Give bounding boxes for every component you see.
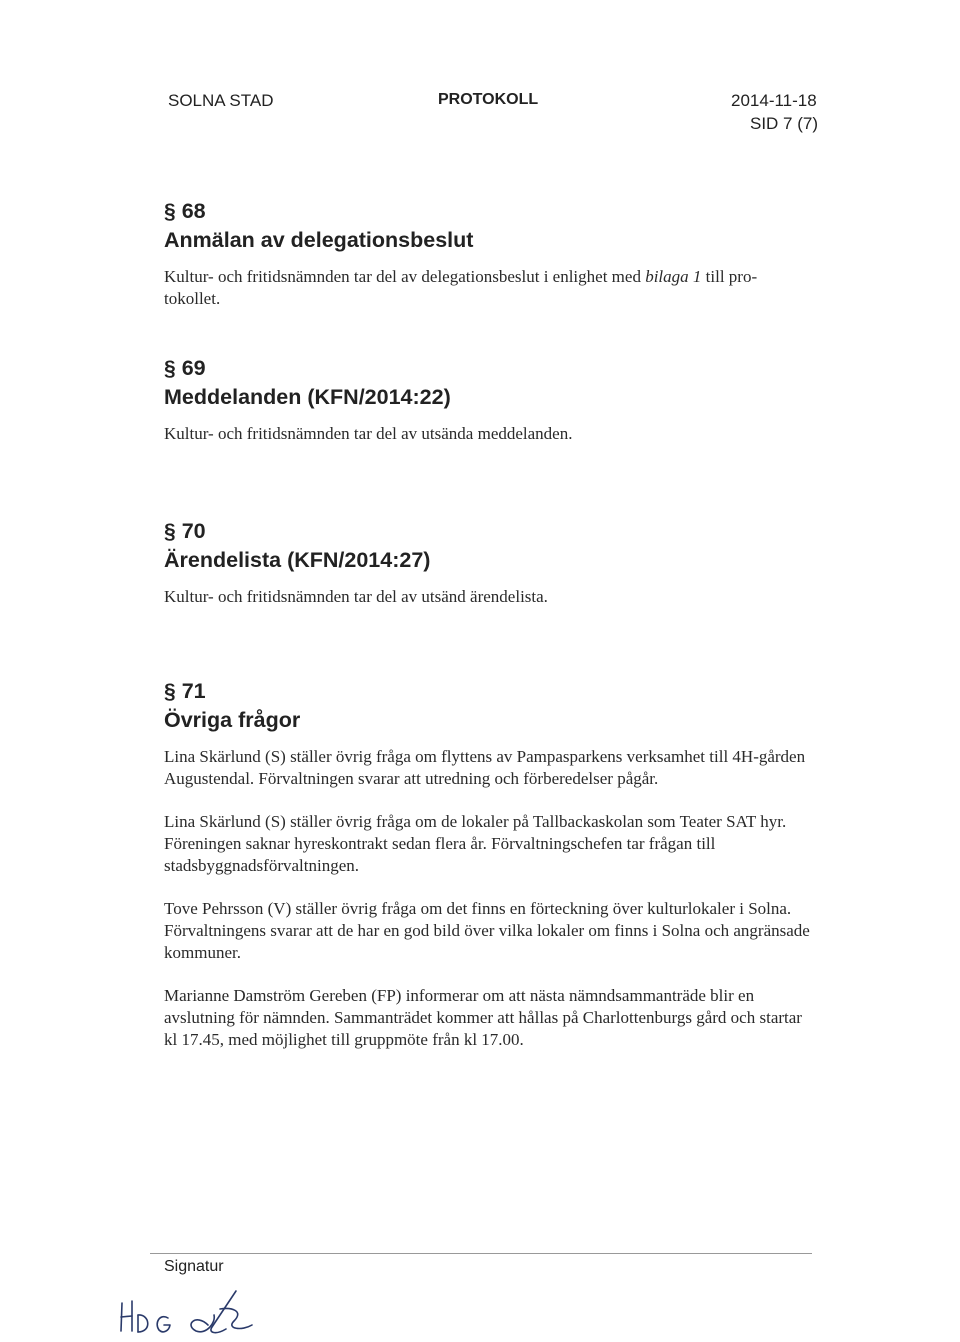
attachment-reference: bilaga 1: [645, 267, 702, 286]
signature-label: Signatur: [164, 1258, 224, 1275]
section-69: [164, 354, 814, 445]
section-paragraph: Kultur- och fritidsnämnden tar del av utsända meddelanden.: [164, 424, 573, 443]
header-document-type: PROTOKOLL: [438, 91, 539, 108]
section-70: [164, 517, 814, 608]
section-title: Övriga frågor: [164, 708, 301, 732]
header-page-number: SID 7 (7): [750, 114, 819, 133]
section-paragraph: Lina Skärlund (S) ställer övrig fråga om flyttens av Pampasparkens verksamhet till 4H-gården Augustendal. Förvaltningen svarar att utredning och förberedelser pågår.: [164, 747, 806, 788]
section-number: [164, 197, 814, 226]
section-symbol: §: [164, 200, 176, 223]
section-paragraph: Marianne Damström Gereben (FP) informerar om att nästa nämndsammanträde blir en avslutning för nämnden. Sammanträdet kommer att hållas på Charlottenburgs gård och startar kl 17.45, med möjlighet till gruppmöte från kl 17.00.: [164, 986, 802, 1049]
section-68: [164, 197, 814, 310]
section-paragraphs: [164, 746, 814, 1051]
section-symbol: §: [164, 520, 176, 543]
section-symbol: §: [164, 680, 176, 703]
section-paragraph: Tove Pehrsson (V) ställer övrig fråga om det finns en förteckning över kulturlokaler i Solna. Förvaltningens svarar att de har en god bild över vilka lokaler om finns i Solna och angränsade kommuner.: [164, 899, 810, 962]
section-symbol: §: [164, 357, 176, 380]
section-number: [164, 517, 814, 546]
section-paragraph: Lina Skärlund (S) ställer övrig fråga om de lokaler på Tallbackaskolan som Teater SAT hyr. Föreningen saknar hyreskontrakt sedan flera år. Förvaltningschefen tar frågan till stadsbyggnadsförvaltningen.: [164, 812, 787, 875]
section-title: Ärendelista (KFN/2014:27): [164, 548, 431, 572]
header-organization: SOLNA STAD: [168, 91, 274, 110]
section-title: Anmälan av delegationsbeslut: [164, 228, 474, 252]
signature-divider: [150, 1253, 812, 1254]
handwritten-initials-signature: [116, 1285, 286, 1337]
header-date: 2014-11-18: [731, 91, 817, 110]
section-number-value: 70: [181, 519, 206, 543]
section-number: [164, 354, 814, 383]
section-71: [164, 677, 814, 1051]
section-number: [164, 677, 814, 706]
section-number-value: 71: [181, 679, 206, 703]
section-title: Meddelanden (KFN/2014:22): [164, 385, 451, 409]
section-paragraph: Kultur- och fritidsnämnden tar del av delegationsbeslut i enlighet med bilaga 1 till pro-tokollet.: [164, 267, 758, 308]
section-number-value: 69: [181, 356, 206, 380]
section-number-value: 68: [181, 199, 206, 223]
section-paragraph: Kultur- och fritidsnämnden tar del av utsänd ärendelista.: [164, 587, 548, 606]
